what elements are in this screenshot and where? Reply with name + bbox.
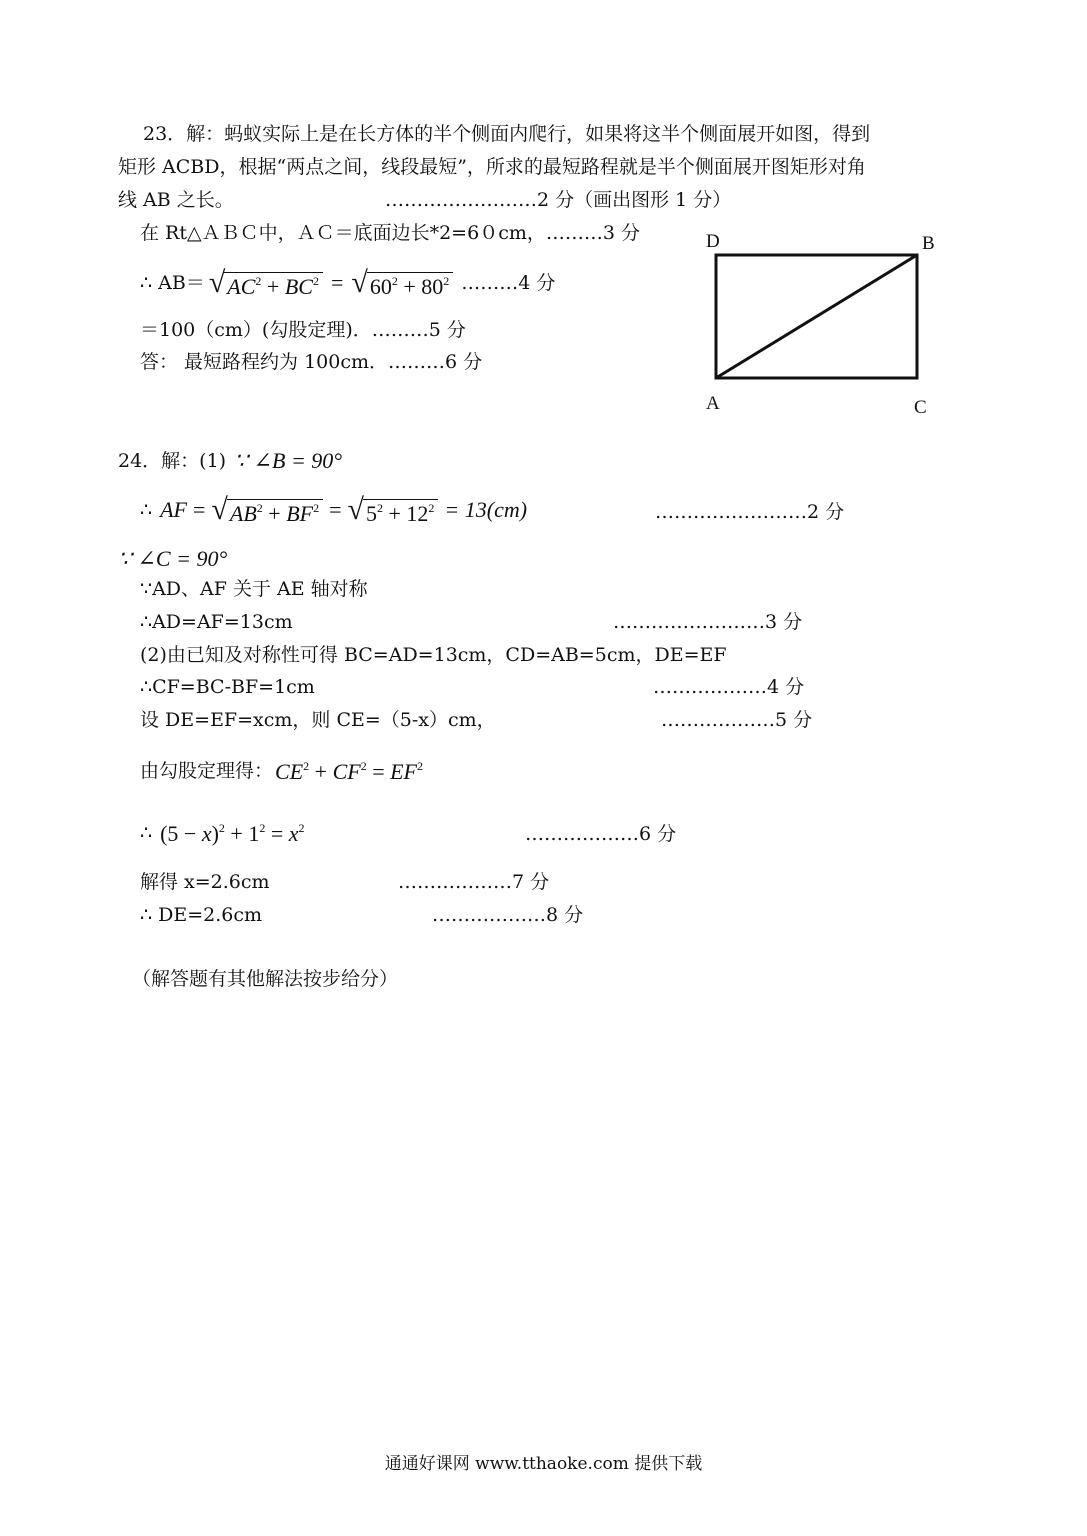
- q24-line9: [140, 760, 423, 783]
- q24-line12: ∴ DE=2.6cm: [140, 904, 263, 926]
- label-d: D: [706, 231, 720, 252]
- q23-line6: ＝100（cm）(勾股定理)．………5 分: [140, 319, 466, 341]
- q23-formula-prefix: ∴ AB＝: [140, 271, 205, 294]
- q23-line2: 矩形 ACBD，根据“两点之间，线段最短”，所求的最短路程就是半个侧面展开图矩形对角: [118, 156, 866, 178]
- q24-line11-score: ………………7 分: [398, 871, 550, 893]
- radical-60-80: √ $60^2 + 80^2$: [351, 268, 453, 298]
- q24-formula-prefix: ∴: [140, 498, 153, 521]
- q23-formula-ab: ∴ AB＝ √ $AC^2 + BC^2$ = √ $60^2 + 80^2$ ………4 分: [140, 266, 556, 299]
- af-symbol: AF: [160, 497, 187, 522]
- q23-line3: 线 AB 之长。: [118, 189, 234, 211]
- q24-line10-prefix: ∴: [140, 822, 153, 844]
- grading-note: （解答题有其他解法按步给分）: [132, 968, 399, 990]
- q24-line6: (2)由已知及对称性可得 BC=AD=13cm，CD=AB=5cm，DE=EF: [140, 644, 727, 666]
- q24-line12-score: ………………8 分: [432, 904, 584, 926]
- q24-line8: 设 DE=EF=xcm，则 CE=（5-x）cm，: [140, 709, 496, 731]
- q24-line10: [140, 822, 305, 845]
- radical-ab-bf: √ $AB^2 + BF^2$: [211, 495, 323, 525]
- q24-formula-af: ∴ AF = √ $AB^2 + BF^2$ = √ $5^2 + 12^2$ = 13(cm): [140, 493, 528, 526]
- label-b: B: [922, 233, 935, 254]
- q24-line9-math: $CE^2 + CF^2 = EF^2$: [275, 759, 423, 784]
- q24-line10-math: $(5 - x)^2 + 1^2 = x^2$: [160, 821, 305, 846]
- q24-line4: ∵AD、AF 关于 AE 轴对称: [140, 578, 368, 600]
- q24-line8-score: ………………5 分: [661, 709, 813, 731]
- q23-formula-score: ………4 分: [461, 271, 556, 294]
- af-result: = 13(cm): [444, 497, 528, 522]
- q24-line11: 解得 x=2.6cm: [140, 871, 270, 893]
- q23-line1: 23．解：蚂蚁实际上是在长方体的半个侧面内爬行，如果将这半个侧面展开如图，得到: [143, 123, 871, 145]
- footer: 通通好课网 www.tthaoke.com 提供下载: [384, 1454, 703, 1474]
- label-c: C: [914, 397, 927, 418]
- q24-line10-score: ………………6 分: [525, 823, 677, 845]
- q23-line7: 答： 最短路程约为 100cm．………6 分: [140, 351, 483, 373]
- radical-5-12: √ $5^2 + 12^2$: [348, 495, 439, 525]
- diagonal-ab: [716, 255, 917, 378]
- radical-ac-bc: √ $AC^2 + BC^2$: [209, 268, 323, 298]
- q24-line5: ∴AD=AF=13cm: [140, 611, 293, 633]
- q24-line2-score: ……………………2 分: [655, 501, 845, 523]
- q23-line4: 在 Rt△ＡＢＣ中，ＡＣ＝底面边长*2=6０cm，………3 分: [140, 222, 640, 244]
- q24-line1: [118, 450, 342, 472]
- q24-line3: ∵ ∠C = 90°: [118, 546, 228, 571]
- q24-line9-prefix: 由勾股定理得：: [140, 760, 274, 782]
- label-a: A: [706, 393, 720, 414]
- q24-line7: ∴CF=BC-BF=1cm: [140, 676, 315, 698]
- q24-line5-score: ……………………3 分: [613, 611, 803, 633]
- q24-line1-prefix: 24．解：(1): [118, 449, 227, 472]
- rectangle-figure: [700, 225, 950, 425]
- q24-line1-math: ∵ ∠B = 90°: [234, 448, 343, 473]
- q24-line7-score: ………………4 分: [653, 676, 805, 698]
- q23-line3-score: ……………………2 分（画出图形 1 分）: [385, 189, 732, 211]
